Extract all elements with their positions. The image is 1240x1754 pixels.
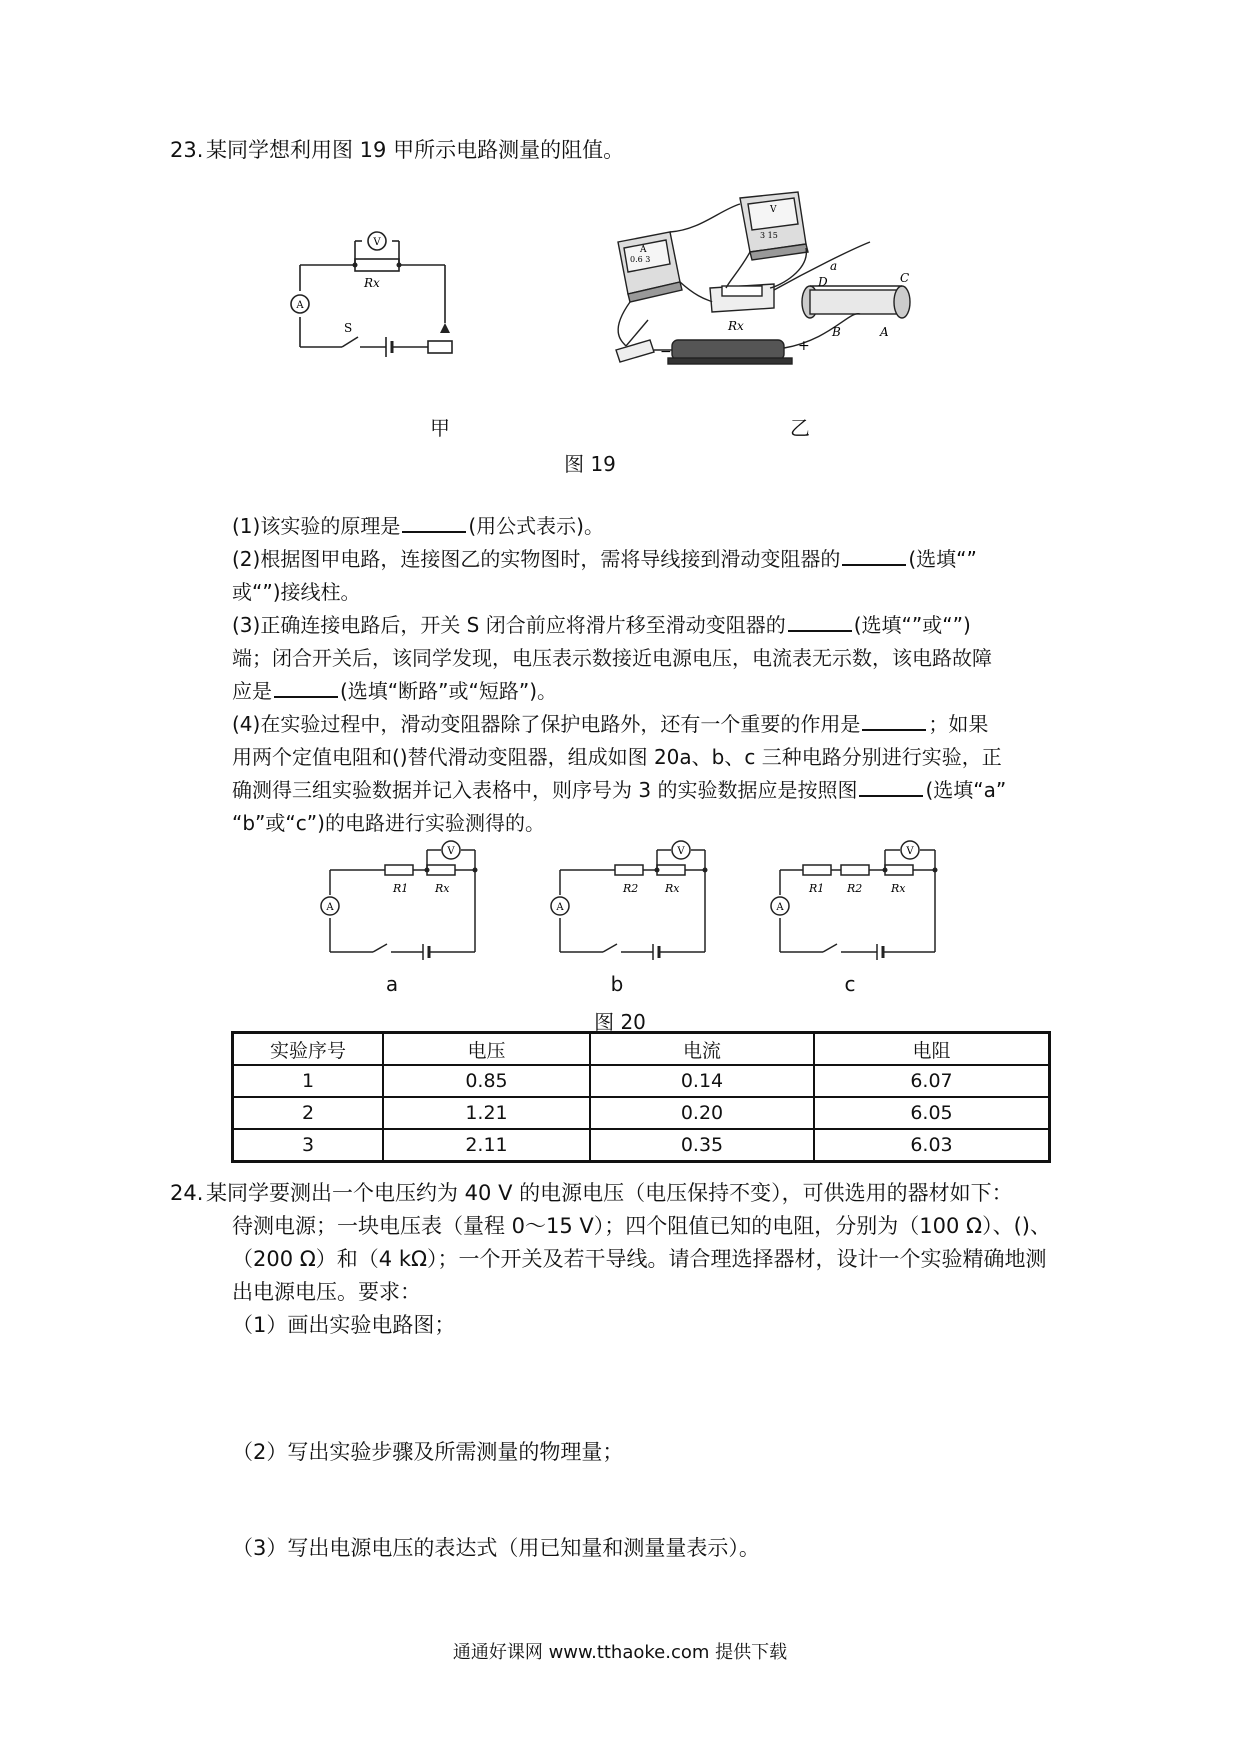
q23-part3-text: (3)正确连接电路后，开关 S 闭合前应将滑片移至滑动变阻器的 bbox=[232, 613, 786, 637]
table-cell: 6.03 bbox=[814, 1129, 1050, 1162]
answer-blank[interactable] bbox=[788, 610, 852, 632]
table-header: 实验序号 bbox=[233, 1033, 384, 1066]
fig19-rx-label: Rx bbox=[364, 276, 380, 290]
table-cell: 3 bbox=[233, 1129, 384, 1162]
fig19-yi-C: C bbox=[900, 271, 910, 285]
table-header: 电阻 bbox=[814, 1033, 1050, 1066]
table-cell: 1 bbox=[233, 1065, 384, 1097]
q24-req2: （2）写出实验步骤及所需测量的物理量； bbox=[232, 1440, 624, 1464]
q23-part1-text: (1)该实验的原理是 bbox=[232, 514, 401, 538]
fig19-caption: 图 19 bbox=[564, 452, 616, 476]
q23-part4-text: (4)在实验过程中，滑动变阻器除了保护电路外，还有一个重要的作用是 bbox=[232, 712, 861, 736]
fig20c-A: A bbox=[776, 902, 784, 913]
q23-number: 23. bbox=[170, 138, 204, 162]
q23-part2-cont: 或“”)接线柱。 bbox=[232, 580, 361, 604]
q23-part3-tail: (选填“”或“”) bbox=[853, 613, 971, 637]
table-row bbox=[233, 1097, 1050, 1129]
table-cell: 6.07 bbox=[814, 1065, 1050, 1097]
table-cell: 0.35 bbox=[590, 1129, 814, 1162]
fig20b-R2: R2 bbox=[623, 882, 639, 895]
fig20c-Rx: Rx bbox=[891, 882, 906, 895]
table-header: 电流 bbox=[590, 1033, 814, 1066]
fig19-switch-label: S bbox=[344, 321, 353, 335]
table-cell: 2.11 bbox=[383, 1129, 590, 1162]
q23-part3-e: (选填“断路”或“短路”)。 bbox=[340, 679, 558, 703]
q24-number: 24. bbox=[170, 1181, 204, 1205]
answer-blank[interactable] bbox=[859, 775, 923, 797]
q23-part2-text: (2)根据图甲电路，连接图乙的实物图时，需将导线接到滑动变阻器的 bbox=[232, 547, 841, 571]
fig19-ammeter-label: A bbox=[296, 300, 304, 311]
data-table bbox=[231, 1031, 1051, 1163]
q24-req3: （3）写出电源电压的表达式（用已知量和测量量表示）。 bbox=[232, 1536, 760, 1560]
fig19-ammeter-scale: 0.6 3 bbox=[630, 255, 651, 264]
fig19-voltmeter-label: V bbox=[373, 237, 381, 248]
fig19-voltmeter-V: V bbox=[770, 205, 777, 215]
fig20a-Rx: Rx bbox=[435, 882, 450, 895]
table-cell: 0.14 bbox=[590, 1065, 814, 1097]
fig20a-A: A bbox=[326, 902, 334, 913]
table-cell: 1.21 bbox=[383, 1097, 590, 1129]
q23-stem: 某同学想利用图 19 甲所示电路测量的阻值。 bbox=[206, 138, 625, 162]
fig19-yi-minus: − bbox=[660, 344, 672, 360]
fig20c-R2: R2 bbox=[847, 882, 863, 895]
fig19-yi-rx: Rx bbox=[728, 319, 744, 333]
fig19-caption-jia: 甲 bbox=[430, 416, 450, 440]
fig19-schematic-jia bbox=[280, 225, 480, 370]
fig20b-Rx: Rx bbox=[665, 882, 680, 895]
fig20-circuit-a bbox=[315, 840, 490, 965]
q23-part3 bbox=[232, 609, 1062, 642]
answer-blank[interactable] bbox=[862, 709, 926, 731]
fig19-caption-yi: 乙 bbox=[790, 416, 810, 440]
fig19-ammeter-A: A bbox=[640, 245, 647, 255]
q24-line1: 某同学要测出一个电压约为 40 V 的电源电压（电压保持不变），可供选用的器材如下： bbox=[206, 1181, 1013, 1205]
fig20-circuit-b bbox=[545, 840, 720, 965]
q23-part3-end bbox=[232, 675, 1062, 708]
table-row bbox=[233, 1065, 1050, 1097]
fig20c-V: V bbox=[906, 846, 914, 857]
table-cell: 0.85 bbox=[383, 1065, 590, 1097]
table-row bbox=[233, 1129, 1050, 1162]
q23-part3-d: 应是 bbox=[232, 679, 272, 703]
fig19-voltmeter-scale: 3 15 bbox=[760, 231, 778, 240]
fig19-yi-wire-a: a bbox=[830, 259, 838, 273]
q24-req1: （1）画出实验电路图； bbox=[232, 1313, 456, 1337]
q23-part4-cont: 用两个定值电阻和()替代滑动变阻器，组成如图 20a、b、c 三种电路分别进行实验，正 bbox=[232, 745, 1002, 769]
fig20-sub-c: c bbox=[844, 972, 856, 996]
fig20b-V: V bbox=[677, 846, 685, 857]
answer-blank[interactable] bbox=[402, 511, 466, 533]
q23-part4 bbox=[232, 708, 1072, 741]
fig20b-A: A bbox=[556, 902, 564, 913]
fig20c-R1: R1 bbox=[809, 882, 825, 895]
answer-blank[interactable] bbox=[842, 544, 906, 566]
q23-part4-b: ；如果 bbox=[928, 712, 989, 736]
fig20-sub-b: b bbox=[610, 972, 624, 996]
q24-line4: 出电源电压。要求： bbox=[232, 1280, 421, 1304]
fig19-yi-B: B bbox=[832, 325, 841, 339]
q24-line3: （200 Ω）和（4 kΩ）；一个开关及若干导线。请合理选择器材，设计一个实验精确地测 bbox=[232, 1247, 1047, 1271]
q23-part4-e: (选填“a” bbox=[925, 778, 1007, 802]
q23-part4-line4: “b”或“c”)的电路进行实验测得的。 bbox=[232, 811, 545, 835]
page-footer: 通通好课网 www.tthaoke.com 提供下载 bbox=[452, 1642, 788, 1663]
table-cell: 0.20 bbox=[590, 1097, 814, 1129]
fig19-yi-A: A bbox=[880, 325, 889, 339]
table-cell: 6.05 bbox=[814, 1097, 1050, 1129]
q23-part4-line3 bbox=[232, 774, 1072, 807]
fig20a-V: V bbox=[447, 846, 455, 857]
table-header: 电压 bbox=[383, 1033, 590, 1066]
q23-part2 bbox=[232, 543, 1062, 576]
q23-part1 bbox=[232, 510, 1062, 543]
q23-part3-cont: 端；闭合开关后，该同学发现，电压表示数接近电源电压，电流表无示数，该电路故障 bbox=[232, 646, 992, 670]
answer-blank[interactable] bbox=[274, 676, 338, 698]
fig20-caption: 图 20 bbox=[594, 1010, 646, 1034]
table-cell: 2 bbox=[233, 1097, 384, 1129]
fig20a-R1: R1 bbox=[393, 882, 409, 895]
fig19-yi-D: D bbox=[818, 275, 828, 289]
q23-part4-d: 确测得三组实验数据并记入表格中，则序号为 3 的实验数据应是按照图 bbox=[232, 778, 858, 802]
table-header-row bbox=[233, 1033, 1050, 1066]
fig20-sub-a: a bbox=[385, 972, 399, 996]
fig20-circuit-c bbox=[765, 840, 955, 965]
fig19-apparatus-yi bbox=[610, 190, 930, 400]
q24-line2: 待测电源；一块电压表（量程 0～15 V）；四个阻值已知的电阻，分别为（100 Ω）、()、 bbox=[232, 1214, 1051, 1238]
q23-part1-tail: (用公式表示)。 bbox=[468, 514, 604, 538]
q23-part2-tail: (选填“” bbox=[908, 547, 977, 571]
fig19-yi-plus: + bbox=[798, 338, 810, 354]
